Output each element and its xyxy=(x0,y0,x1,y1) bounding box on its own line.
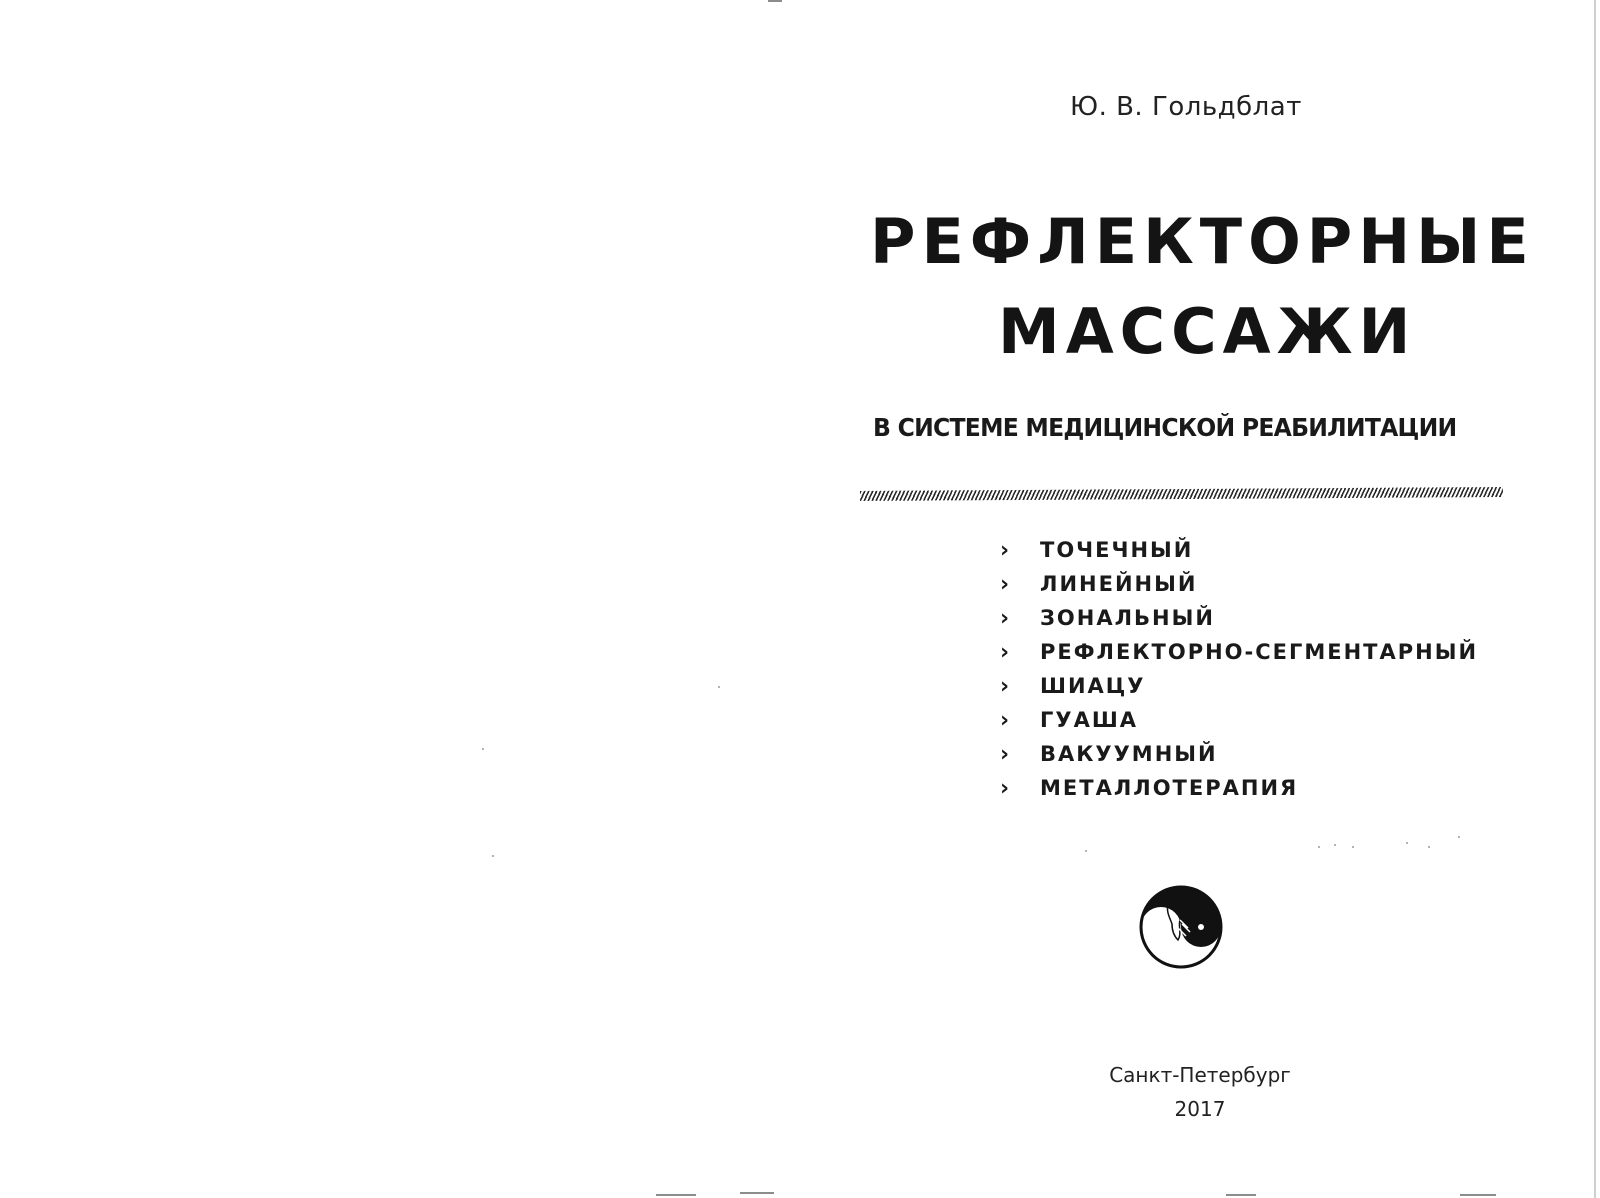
chevron-right-icon: › xyxy=(1000,639,1010,665)
publisher-logo xyxy=(1138,884,1224,970)
book-subtitle: В СИСТЕМЕ МЕДИЦИНСКОЙ РЕАБИЛИТАЦИИ xyxy=(873,413,1457,442)
list-item-label: ТОЧЕЧНЫЙ xyxy=(1040,538,1194,562)
list-item xyxy=(1000,601,1478,635)
page-edge-line xyxy=(1594,0,1596,1198)
scan-speck xyxy=(492,855,494,857)
list-item xyxy=(1000,635,1478,669)
chevron-right-icon: › xyxy=(1000,775,1010,801)
scan-speck xyxy=(1318,846,1320,848)
list-item-label: МЕТАЛЛОТЕРАПИЯ xyxy=(1040,776,1299,800)
scan-edge-mark xyxy=(740,1192,774,1194)
chevron-right-icon: › xyxy=(1000,673,1010,699)
scan-speck xyxy=(1458,836,1460,838)
yin-yang-hand-logo-icon xyxy=(1138,884,1224,970)
publication-city: Санкт-Петербург xyxy=(1109,1063,1291,1087)
list-item xyxy=(1000,703,1478,737)
chevron-right-icon: › xyxy=(1000,605,1010,631)
book-title-line-1: РЕФЛЕКТОРНЫЕ xyxy=(870,205,1535,278)
scan-speck xyxy=(1406,842,1408,844)
list-item xyxy=(1000,771,1478,805)
scan-speck xyxy=(1334,844,1336,846)
author-name: Ю. В. Гольдблат xyxy=(1070,92,1302,122)
scan-edge-mark xyxy=(768,0,782,2)
scan-speck xyxy=(1352,846,1354,848)
scan-edge-mark xyxy=(1460,1194,1496,1196)
list-item-label: ВАКУУМНЫЙ xyxy=(1040,742,1218,766)
scan-speck xyxy=(718,686,720,688)
hatched-divider xyxy=(860,487,1503,501)
list-item-label: РЕФЛЕКТОРНО-СЕГМЕНТАРНЫЙ xyxy=(1040,640,1479,664)
scan-edge-mark xyxy=(1226,1194,1256,1196)
list-item-label: ЛИНЕЙНЫЙ xyxy=(1040,572,1198,596)
chevron-right-icon: › xyxy=(1000,571,1010,597)
scan-edge-mark xyxy=(656,1194,696,1196)
list-item-label: ЗОНАЛЬНЫЙ xyxy=(1040,606,1215,630)
scan-speck xyxy=(482,748,484,750)
book-title-line-2: МАССАЖИ xyxy=(998,295,1417,368)
chevron-right-icon: › xyxy=(1000,741,1010,767)
list-item xyxy=(1000,567,1478,601)
publication-year: 2017 xyxy=(1174,1097,1226,1121)
list-item xyxy=(1000,533,1478,567)
list-item xyxy=(1000,737,1478,771)
massage-types-list xyxy=(1000,533,1478,805)
scan-speck xyxy=(1428,846,1430,848)
list-item-label: ШИАЦУ xyxy=(1040,674,1146,698)
scan-speck xyxy=(1085,850,1087,852)
chevron-right-icon: › xyxy=(1000,537,1010,563)
list-item xyxy=(1000,669,1478,703)
list-item-label: ГУАША xyxy=(1040,708,1139,732)
chevron-right-icon: › xyxy=(1000,707,1010,733)
